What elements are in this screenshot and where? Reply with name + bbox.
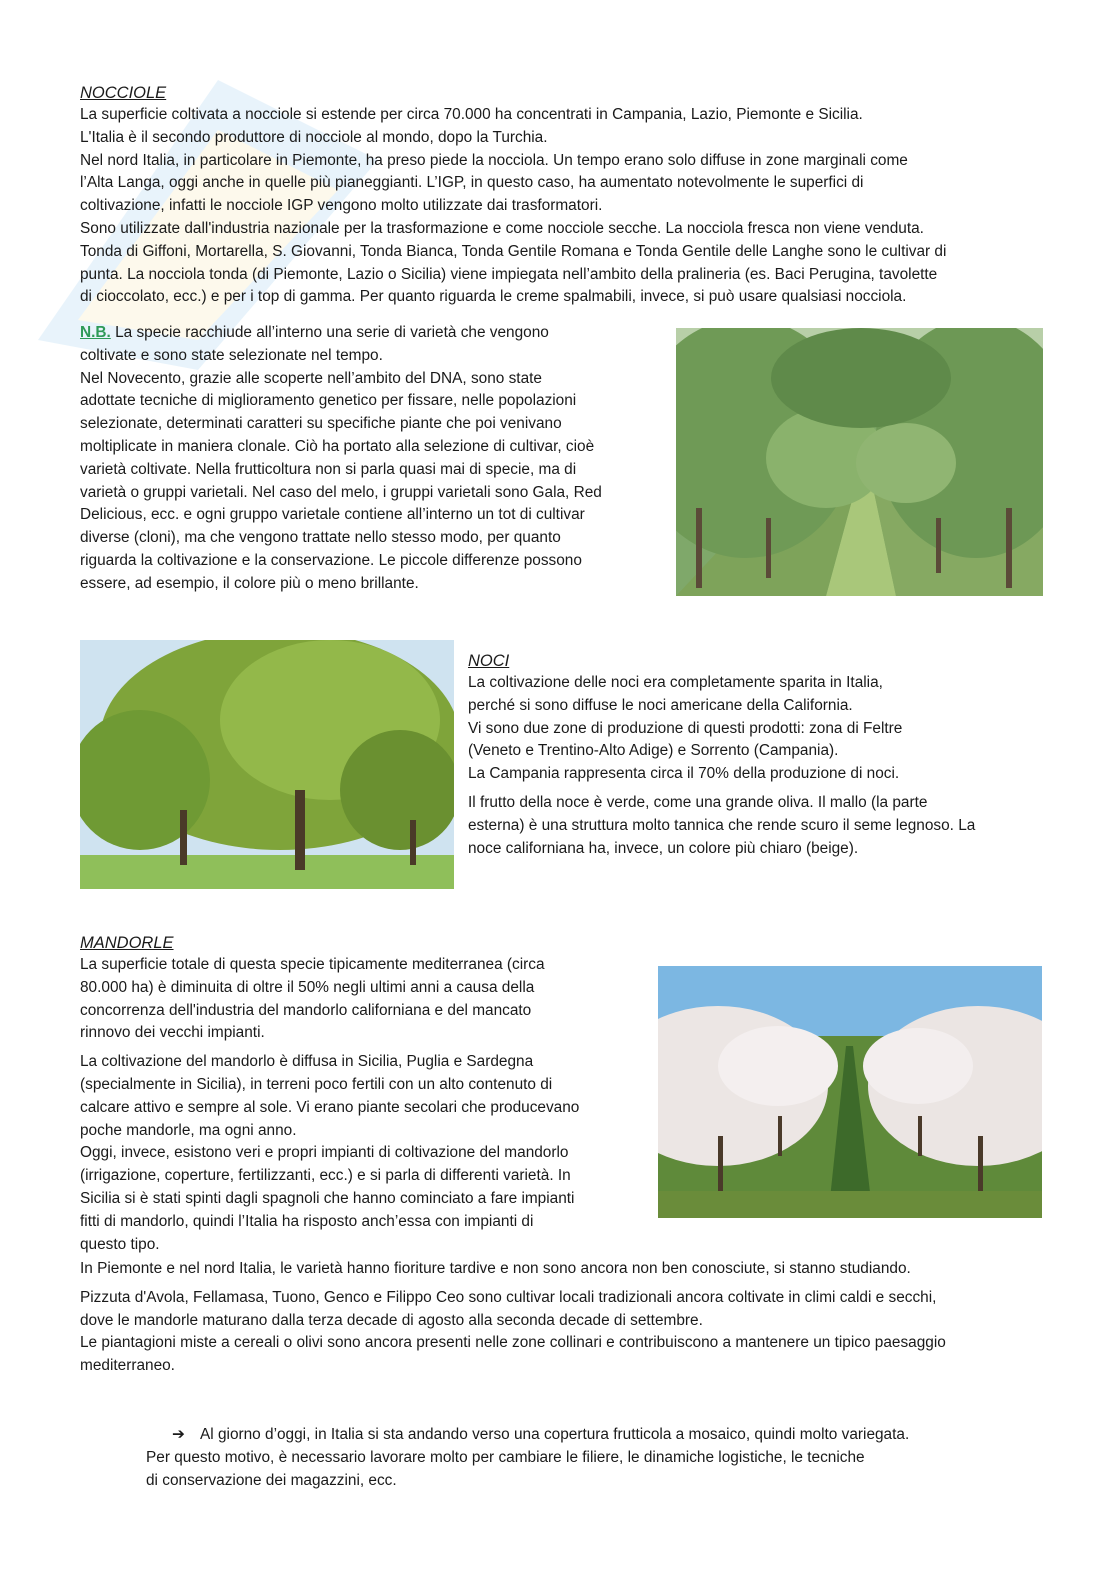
nocciole-line: di cioccolato, ecc.) e per i top di gamma. Per quanto riguarda le creme spalmabili, invece, si può usare qualsiasi nocciola. — [80, 288, 907, 306]
noci-line: La coltivazione delle noci era completamente sparita in Italia, — [468, 674, 883, 691]
nb-line: adottate tecniche di miglioramento genetico per fissare, nelle popolazioni — [80, 392, 577, 410]
mandorle-line: fitti di mandorlo, quindi l’Italia ha risposto anch’essa con impianti di — [80, 1212, 534, 1230]
mandorle-line: 80.000 ha) è diminuita di oltre il 50% negli ultimi anni a causa della — [80, 978, 535, 996]
mandorle-line: (specialmente in Sicilia), in terreni poco fertili con un alto contenuto di — [80, 1075, 553, 1093]
noci-section — [468, 650, 1048, 860]
nocciole-line: Nel nord Italia, in particolare in Piemonte, ha preso piede la nocciola. Un tempo erano solo diffuse in zone marginali come — [80, 151, 908, 169]
nb-line: selezionate, determinati caratteri su specifiche piante che poi venivano — [80, 415, 562, 433]
nocciole-line: Sono utilizzate dall'industria nazionale per la trasformazione e come nocciole secche. La nocciola fresca non viene venduta. — [80, 219, 924, 237]
conclusion-section — [146, 1424, 1046, 1492]
mandorle-line: (irrigazione, coperture, fertilizzanti, ecc.) e si parla di differenti varietà. In — [80, 1167, 571, 1185]
nb-line: riguarda la coltivazione e la conservazione. Le piccole differenze possono — [80, 551, 582, 569]
nb-paragraph — [80, 322, 660, 596]
mandorle-line: La superficie totale di questa specie tipicamente mediterranea (circa — [80, 956, 545, 973]
mandorle-line: La coltivazione del mandorlo è diffusa in Sicilia, Puglia e Sardegna — [80, 1053, 534, 1071]
mandorle-line: Oggi, invece, esistono veri e propri impianti di coltivazione del mandorlo — [80, 1144, 569, 1162]
nb-line: varietà o gruppi varietali. Nel caso del melo, i gruppi varietali sono Gala, Red — [80, 483, 602, 501]
nocciole-line: La superficie coltivata a nocciole si estende per circa 70.000 ha concentrati in Campania, Lazio, Piemonte e Sicilia. — [80, 106, 863, 123]
mandorle-wide-section — [80, 1258, 1060, 1378]
mandorle-line: dove le mandorle maturano dalla terza decade di agosto alla seconda decade di settembre. — [80, 1311, 703, 1329]
nocciole-line: punta. La nocciola tonda (di Piemonte, Lazio o Sicilia) viene impiegata nell’ambito della pralineria (es. Baci Perugina, tavolette — [80, 265, 938, 283]
nocciole-section — [80, 82, 1040, 309]
mandorle-line: questo tipo. — [80, 1235, 160, 1253]
walnut-tree-image — [80, 640, 454, 889]
hazelnut-orchard-image — [676, 328, 1043, 596]
conclusion-line: Al giorno d’oggi, in Italia si sta andando verso una copertura frutticola a mosaico, quindi molto variegata. — [200, 1426, 910, 1443]
mandorle-line: calcare attivo e sempre al sole. Vi erano piante secolari che producevano — [80, 1098, 580, 1116]
noci-line: esterna) è una struttura molto tannica che rende scuro il seme legnoso. La — [468, 816, 976, 834]
nb-line: diverse (cloni), ma che vengono trattate nello stesso modo, per quanto — [80, 529, 561, 547]
nb-line: La specie racchiude all’interno una serie di varietà che vengono — [110, 324, 549, 341]
noci-line: Il frutto della noce è verde, come una grande oliva. Il mallo (la parte — [468, 793, 928, 811]
nb-line: moltiplicate in maniera clonale. Ciò ha portato alla selezione di cultivar, cioè — [80, 437, 595, 455]
nb-line: varietà coltivate. Nella frutticoltura non si parla quasi mai di specie, ma di — [80, 460, 577, 478]
mandorle-line: mediterraneo. — [80, 1357, 175, 1375]
mandorle-line: Sicilia si è stati spinti dagli spagnoli che hanno cominciato a fare impianti — [80, 1189, 575, 1207]
mandorle-line: Pizzuta d'Avola, Fellamasa, Tuono, Genco e Filippo Ceo sono cultivar locali tradizionali ancora coltivate in climi caldi e secchi, — [80, 1288, 937, 1306]
mandorle-section — [80, 932, 650, 1256]
noci-line: La Campania rappresenta circa il 70% della produzione di noci. — [468, 765, 900, 783]
arrow-right-icon: ➔ — [172, 1426, 185, 1443]
nocciole-title: NOCCIOLE — [80, 84, 167, 102]
mandorle-line: concorrenza dell'industria del mandorlo californiana e del mancato — [80, 1001, 532, 1019]
nocciole-line: l’Alta Langa, oggi anche in quelle più pianeggianti. L’IGP, in questo caso, ha aumentato notevolmente le superfici di — [80, 174, 864, 192]
nb-line: Delicious, ecc. e ogni gruppo varietale contiene all’interno un tot di cultivar — [80, 506, 585, 524]
nocciole-line: L'Italia è il secondo produttore di nocciole al mondo, dopo la Turchia. — [80, 128, 548, 146]
conclusion-line: di conservazione dei magazzini, ecc. — [146, 1471, 397, 1489]
nb-line: coltivate e sono state selezionate nel tempo. — [80, 346, 383, 364]
mandorle-line: Le piantagioni miste a cereali o olivi sono ancora presenti nelle zone collinari e contribuiscono a mantenere un tipico paesaggio — [80, 1334, 946, 1352]
nb-line: essere, ad esempio, il colore più o meno brillante. — [80, 574, 419, 592]
nb-line: Nel Novecento, grazie alle scoperte nell’ambito del DNA, sono state — [80, 369, 542, 387]
nocciole-line: coltivazione, infatti le nocciole IGP vengono molto utilizzate dai trasformatori. — [80, 197, 603, 215]
noci-line: (Veneto e Trentino-Alto Adige) e Sorrento (Campania). — [468, 742, 839, 760]
nb-label: N.B. — [80, 324, 111, 341]
noci-line: noce californiana ha, invece, un colore più chiaro (beige). — [468, 839, 859, 857]
mandorle-title: MANDORLE — [80, 934, 174, 952]
almond-orchard-image — [658, 966, 1042, 1218]
conclusion-line: Per questo motivo, è necessario lavorare molto per cambiare le filiere, le dinamiche logistiche, le tecniche — [146, 1448, 865, 1466]
mandorle-line: rinnovo dei vecchi impianti. — [80, 1024, 265, 1042]
noci-line: perché si sono diffuse le noci americane della California. — [468, 696, 853, 714]
mandorle-line: poche mandorle, ma ogni anno. — [80, 1121, 297, 1139]
nocciole-line: Tonda di Giffoni, Mortarella, S. Giovanni, Tonda Bianca, Tonda Gentile Romana e Tonda Gentile delle Langhe sono le cultivar di — [80, 242, 947, 260]
mandorle-line: In Piemonte e nel nord Italia, le varietà hanno fioriture tardive e non sono ancora non ben conosciute, si stanno studiando. — [80, 1260, 911, 1277]
noci-title: NOCI — [468, 652, 510, 670]
noci-line: Vi sono due zone di produzione di questi prodotti: zona di Feltre — [468, 719, 903, 737]
